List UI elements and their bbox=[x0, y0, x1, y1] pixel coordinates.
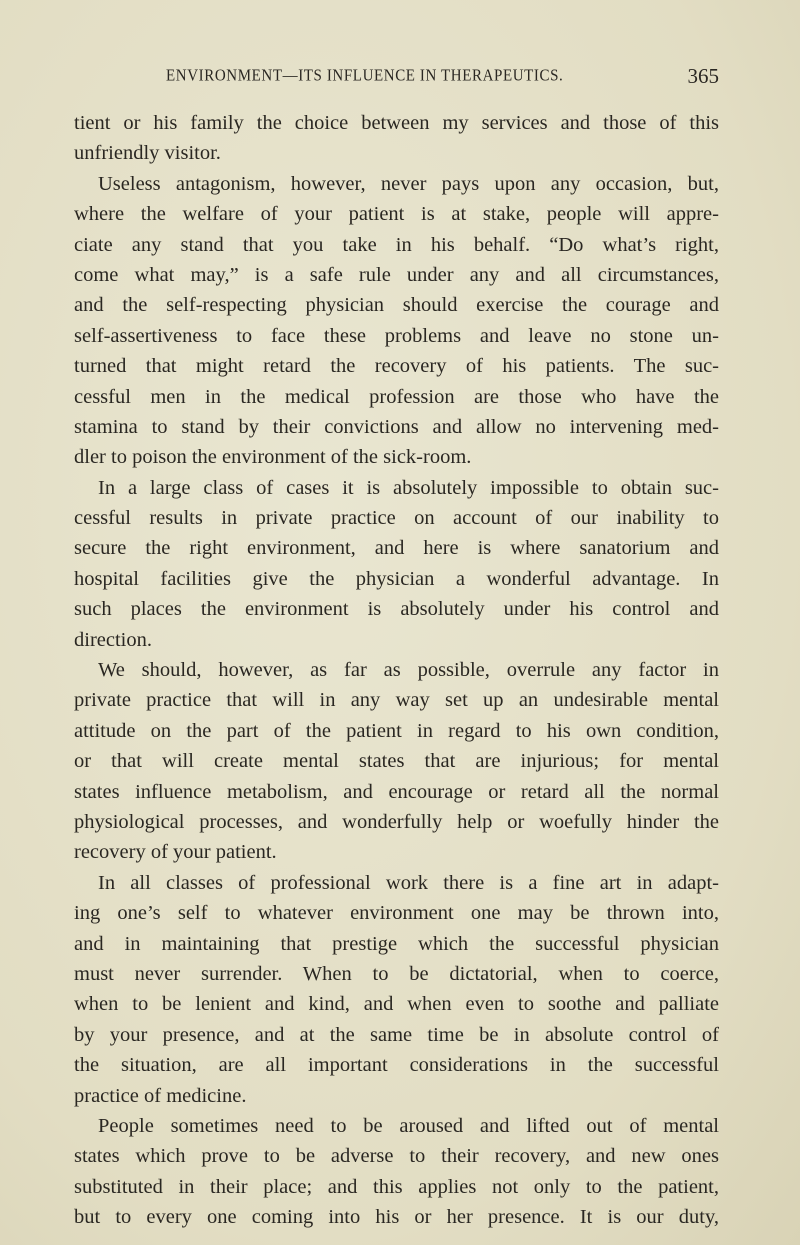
text-line: private practice that will in any way set up an undesirable mental bbox=[74, 689, 719, 712]
text-line: tient or his family the choice between my services and those of this bbox=[74, 112, 719, 134]
page-number: 365 bbox=[687, 64, 719, 88]
text-line: We should, however, as far as possible, overrule any factor in bbox=[98, 659, 719, 682]
text-line: such places the environment is absolutely under his control and bbox=[74, 598, 719, 621]
text-line: In all classes of professional work there is a fine art in adapt- bbox=[98, 871, 719, 894]
paragraph bbox=[74, 108, 719, 169]
text-line: but to every one coming into his or her presence. It is our duty, bbox=[74, 1206, 719, 1229]
text-line: hospital facilities give the physician a wonderful advantage. In bbox=[74, 567, 719, 590]
text-line: practice of medicine. bbox=[74, 1084, 247, 1107]
paragraph bbox=[74, 1111, 719, 1233]
text-line: unfriendly visitor. bbox=[74, 142, 221, 165]
text-line: physiological processes, and wonderfully help or woefully hinder the bbox=[74, 810, 719, 833]
text-line: and the self-respecting physician should exercise the courage and bbox=[74, 294, 719, 317]
text-line: ing one’s self to whatever environment one may be thrown into, bbox=[74, 902, 719, 925]
text-line: substituted in their place; and this applies not only to the patient, bbox=[74, 1175, 719, 1198]
text-line: attitude on the part of the patient in regard to his own condition, bbox=[74, 719, 719, 742]
running-title: ENVIRONMENT—ITS INFLUENCE IN THERAPEUTICS. bbox=[166, 67, 564, 85]
text-line: In a large class of cases it is absolutely impossible to obtain suc- bbox=[98, 476, 719, 499]
text-line: secure the right environment, and here is where sanatorium and bbox=[74, 537, 719, 560]
text-line: where the welfare of your patient is at stake, people will appre- bbox=[74, 203, 719, 226]
text-line: the situation, are all important considerations in the successful bbox=[74, 1054, 719, 1077]
text-line: when to be lenient and kind, and when even to soothe and palliate bbox=[74, 993, 719, 1016]
text-line: stamina to stand by their convictions and allow no intervening med- bbox=[74, 415, 719, 438]
text-line: and in maintaining that prestige which the successful physician bbox=[74, 932, 719, 955]
text-line: cessful results in private practice on account of our inability to bbox=[74, 507, 719, 530]
paragraph bbox=[74, 473, 719, 655]
text-line: by your presence, and at the same time be in absolute control of bbox=[74, 1023, 719, 1046]
text-line: recovery of your patient. bbox=[74, 841, 277, 864]
text-line: come what may,” is a safe rule under any and all circumstances, bbox=[74, 263, 719, 286]
running-header bbox=[74, 64, 719, 92]
text-line: ciate any stand that you take in his behalf. “Do what’s right, bbox=[74, 233, 719, 256]
text-line: dler to poison the environment of the sick-room. bbox=[74, 446, 472, 469]
text-line: turned that might retard the recovery of his patients. The suc- bbox=[74, 355, 719, 378]
text-line: states influence metabolism, and encourage or retard all the normal bbox=[74, 780, 719, 803]
paragraph bbox=[74, 169, 719, 473]
text-line: self-assertiveness to face these problems and leave no stone un- bbox=[74, 324, 719, 347]
text-line: states which prove to be adverse to their recovery, and new ones bbox=[74, 1145, 719, 1168]
text-line: cessful men in the medical profession are those who have the bbox=[74, 385, 719, 408]
text-line: Useless antagonism, however, never pays upon any occasion, but, bbox=[98, 172, 719, 195]
text-line: or that will create mental states that are injurious; for mental bbox=[74, 750, 719, 773]
body-text bbox=[74, 108, 719, 1232]
text-line: People sometimes need to be aroused and lifted out of mental bbox=[98, 1114, 719, 1137]
text-line: must never surrender. When to be dictatorial, when to coerce, bbox=[74, 962, 719, 985]
paragraph bbox=[74, 868, 719, 1111]
text-line: direction. bbox=[74, 628, 152, 651]
paragraph bbox=[74, 655, 719, 868]
